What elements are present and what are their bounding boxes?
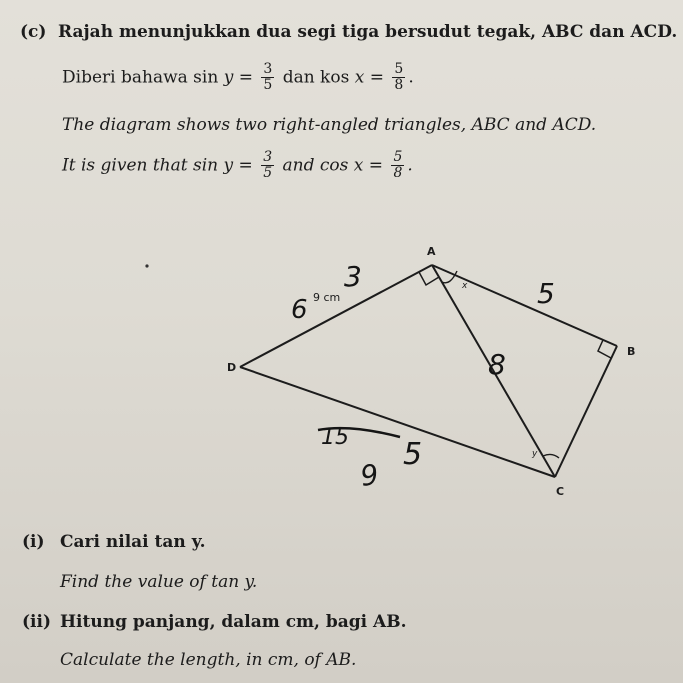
malay-x-denominator: 8	[394, 77, 404, 94]
part-ii-malay	[22, 612, 407, 632]
english-eq-1: =	[238, 155, 253, 176]
angle-label-y: y	[532, 449, 538, 459]
english-given-end: .	[407, 155, 413, 176]
edge-DC	[240, 367, 555, 477]
vertex-label-C: C	[556, 485, 565, 498]
edge-BC	[555, 346, 617, 477]
handwritten-9: 9	[358, 457, 381, 493]
right-angle-marker-A	[419, 272, 439, 285]
handwritten-5-DC: 5	[403, 437, 423, 472]
english-given-prefix: It is given that sin	[62, 155, 219, 176]
english-eq-2: =	[368, 155, 384, 176]
handwritten-3: 3	[344, 260, 362, 293]
vertex-label-A: A	[427, 245, 436, 258]
malay-eq-2: =	[369, 67, 384, 88]
label-AD-length: 9 cm	[313, 291, 341, 304]
malay-y-numerator: 3	[263, 61, 273, 77]
handwritten-8: 8	[488, 348, 506, 381]
part-ii-label: (ii)	[22, 612, 52, 632]
malay-given-prefix: Diberi bahawa sin	[62, 67, 219, 88]
malay-var-x: x	[354, 67, 365, 88]
malay-x-numerator: 5	[394, 61, 404, 77]
question-english-intro: The diagram shows two right-angled triangles, ABC and ACD.	[62, 115, 597, 135]
handwritten-6: 6	[291, 295, 308, 325]
malay-y-denominator: 5	[263, 77, 273, 94]
part-ii-english: Calculate the length, in cm, of AB.	[60, 650, 357, 670]
part-i-malay	[22, 532, 206, 552]
malay-eq-1: =	[238, 67, 253, 88]
malay-given-end: .	[408, 67, 414, 88]
stray-dot	[145, 264, 148, 267]
english-y-denominator: 5	[263, 165, 273, 182]
malay-intro-text: Rajah menunjukkan dua segi tiga bersudut tegak, ABC dan ACD.	[58, 22, 678, 42]
angle-arc-y	[543, 454, 559, 458]
handwritten-5-AB: 5	[537, 277, 555, 310]
handwritten-15: 15	[321, 425, 349, 450]
english-y-numerator: 3	[263, 149, 273, 165]
vertex-label-B: B	[627, 345, 636, 358]
malay-given-join: dan kos	[282, 67, 350, 88]
part-i-malay-text: Cari nilai tan y.	[60, 532, 206, 552]
english-x-numerator: 5	[393, 149, 403, 165]
edge-AB	[432, 265, 617, 346]
english-x-denominator: 8	[393, 165, 403, 182]
part-label: (c)	[20, 22, 47, 42]
part-ii-malay-text: Hitung panjang, dalam cm, bagi AB.	[60, 612, 407, 632]
part-i-label: (i)	[22, 532, 45, 552]
english-var-x: x	[353, 155, 364, 176]
edge-AD	[240, 265, 432, 367]
part-i-english: Find the value of tan y.	[60, 572, 258, 592]
vertex-label-D: D	[227, 361, 237, 374]
english-var-y: y	[223, 155, 234, 176]
english-given-join: and cos	[282, 155, 349, 176]
angle-label-x: x	[462, 281, 468, 291]
malay-var-y: y	[223, 67, 234, 88]
